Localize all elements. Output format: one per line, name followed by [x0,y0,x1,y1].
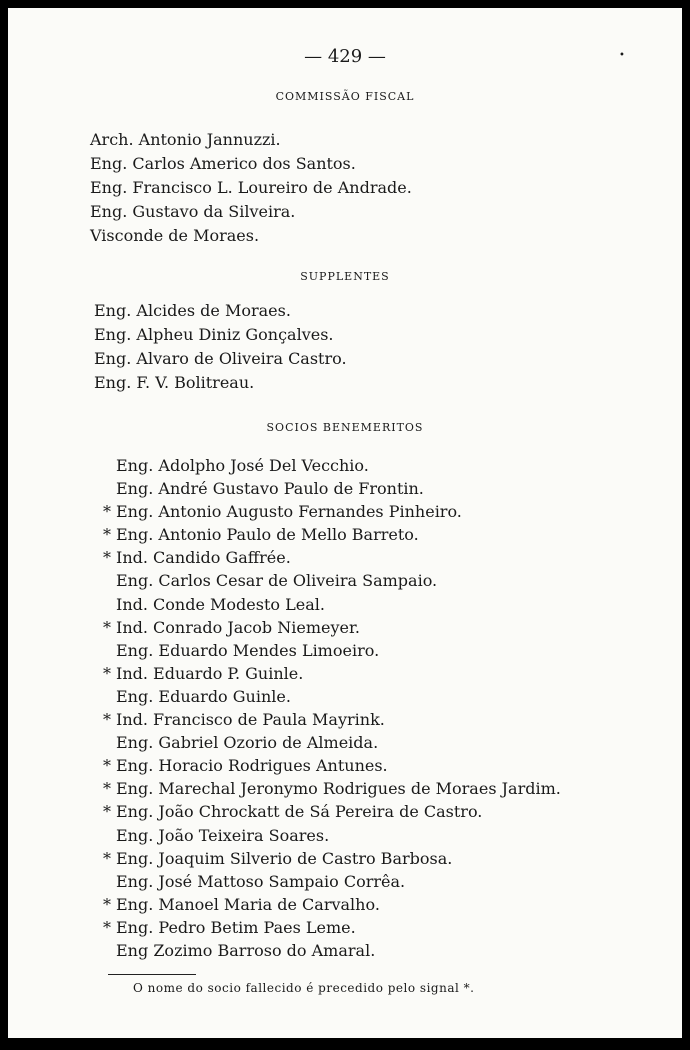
member-name: Ind. Conde Modesto Leal. [116,594,325,614]
heading-supplentes: SUPPLENTES [300,270,390,283]
supplentes-list [94,299,347,395]
list-item: Visconde de Moraes. [90,226,260,245]
footnote-rule [108,974,196,975]
member-name: Eng. Manoel Maria de Carvalho. [116,894,380,914]
member-name: Eng. Horacio Rodrigues Antunes. [116,756,388,776]
member-name: Eng. Pedro Betim Paes Leme. [116,917,356,937]
heading-socios-benemeritos: SOCIOS BENEMERITOS [266,421,424,434]
deceased-mark: * [103,848,111,868]
list-item [98,893,561,916]
list-item: Eng. F. V. Bolitreau. [94,373,255,392]
list-item: Eng. Francisco L. Loureiro de Andrade. [90,178,412,197]
member-name: Eng. José Mattoso Sampaio Corrêa. [116,871,406,891]
list-item [98,777,561,800]
list-item: Eng. Alpheu Diniz Gonçalves. [94,325,334,344]
member-name: Eng. André Gustavo Paulo de Frontin. [116,479,424,499]
deceased-mark: * [103,502,111,522]
member-name: Eng. João Teixeira Soares. [116,825,330,845]
commissao-fiscal-list [90,128,412,248]
list-item: Eng. Carlos Americo dos Santos. [90,154,356,173]
list-item [98,500,561,523]
deceased-mark: * [103,617,111,637]
list-item: Eng. Alvaro de Oliveira Castro. [94,349,347,368]
member-name: Ind. Candido Gaffrée. [116,548,291,568]
deceased-mark: * [103,710,111,730]
list-item [98,800,561,823]
deceased-mark: * [103,894,111,914]
list-item [98,639,561,662]
member-name: Eng. Antonio Augusto Fernandes Pinheiro. [116,502,462,522]
page-number: — 429 — [304,46,386,67]
list-item [98,662,561,685]
margin-mark: • [619,50,625,61]
member-name: Eng. Joaquim Silverio de Castro Barbosa. [116,848,453,868]
deceased-mark: * [103,756,111,776]
socios-benemeritos-list [98,454,561,962]
member-name: Eng. Carlos Cesar de Oliveira Sampaio. [116,571,438,591]
book-page [8,8,682,1038]
list-item [98,847,561,870]
member-name: Eng. João Chrockatt de Sá Pereira de Castro. [116,802,483,822]
list-item: Eng. Alcides de Moraes. [94,301,291,320]
heading-commissao-fiscal: COMMISSÃO FISCAL [275,90,415,103]
list-item [98,916,561,939]
list-item: Arch. Antonio Jannuzzi. [90,130,281,149]
list-item: Eng. Gustavo da Silveira. [90,202,296,221]
list-item [98,569,561,592]
list-item [98,616,561,639]
member-name: Eng. Antonio Paulo de Mello Barreto. [116,525,419,545]
deceased-mark: * [103,802,111,822]
member-name: Eng. Marechal Jeronymo Rodrigues de Moraes Jardim. [116,779,561,799]
member-name: Ind. Francisco de Paula Mayrink. [116,710,385,730]
list-item [98,546,561,569]
footnote: O nome do socio fallecido é precedido pelo signal *. [133,981,475,995]
member-name: Ind. Eduardo P. Guinle. [116,663,304,683]
list-item [98,824,561,847]
list-item [98,870,561,893]
list-item [98,754,561,777]
member-name: Eng. Gabriel Ozorio de Almeida. [116,733,379,753]
member-name: Ind. Conrado Jacob Niemeyer. [116,617,360,637]
list-item [98,685,561,708]
list-item [98,454,561,477]
deceased-mark: * [103,663,111,683]
list-item [98,593,561,616]
deceased-mark: * [103,548,111,568]
member-name: Eng. Eduardo Guinle. [116,686,291,706]
list-item [98,477,561,500]
deceased-mark: * [103,525,111,545]
list-item [98,731,561,754]
list-item [98,523,561,546]
deceased-mark: * [103,917,111,937]
member-name: Eng Zozimo Barroso do Amaral. [116,940,376,960]
member-name: Eng. Eduardo Mendes Limoeiro. [116,640,380,660]
list-item [98,708,561,731]
deceased-mark: * [103,779,111,799]
member-name: Eng. Adolpho José Del Vecchio. [116,456,369,475]
list-item [98,939,561,962]
